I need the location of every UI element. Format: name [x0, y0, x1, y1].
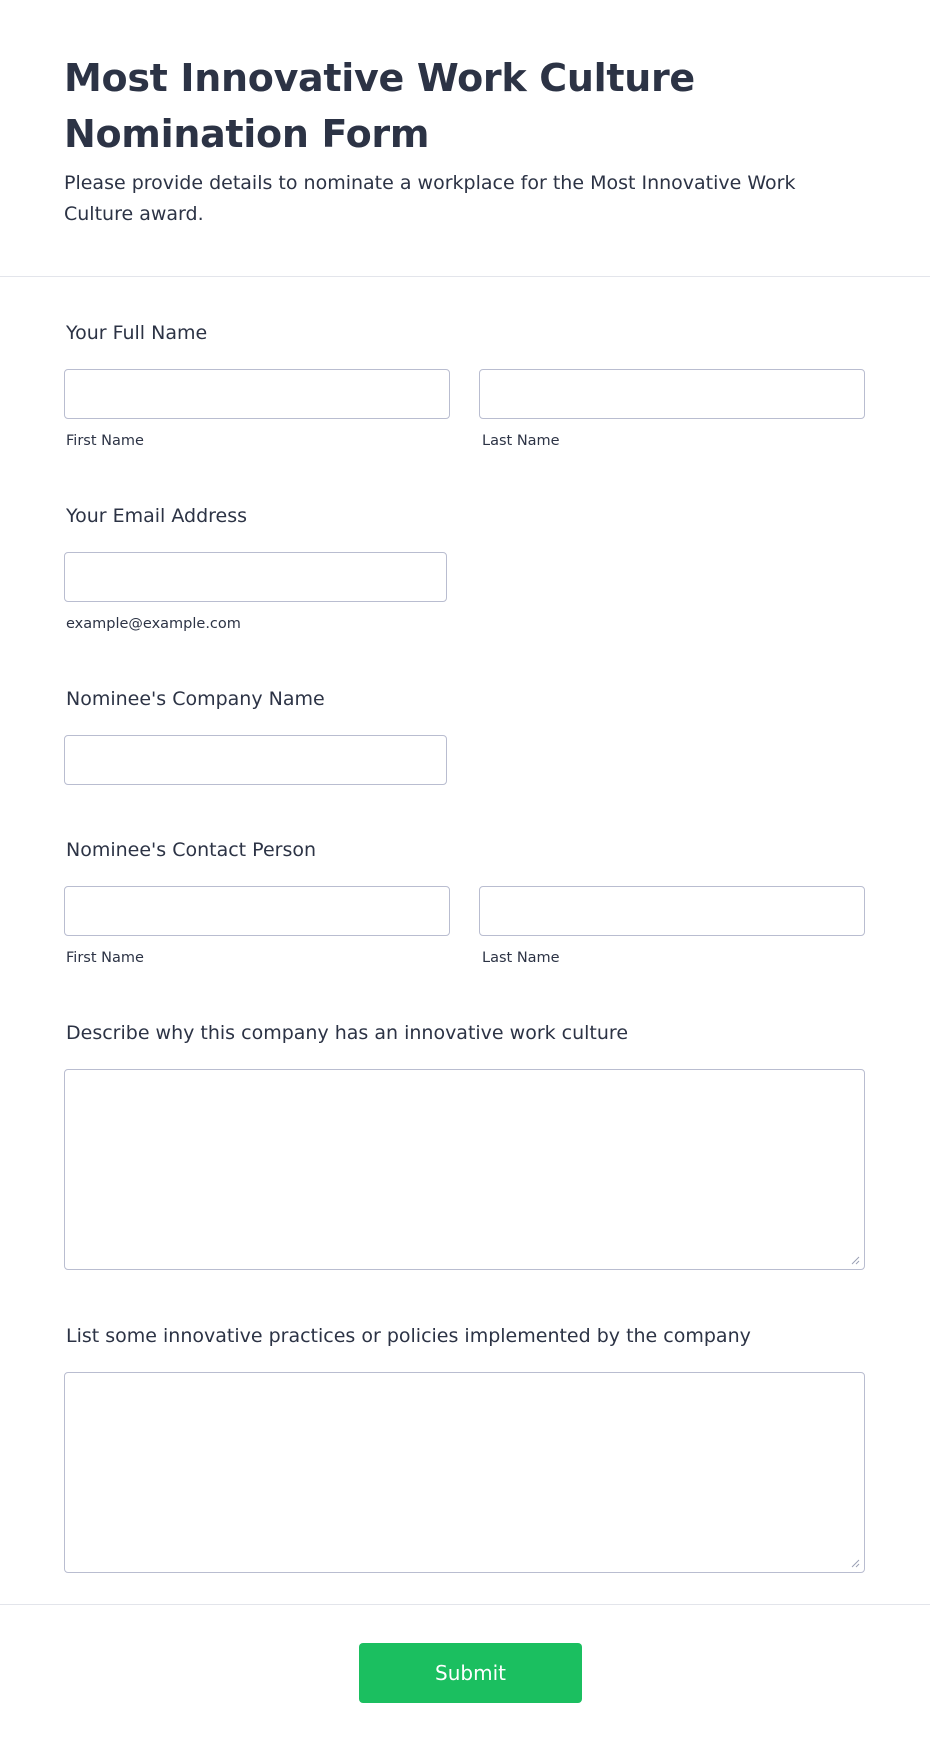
email-input[interactable] — [64, 552, 447, 602]
contact-person-last-input[interactable] — [479, 886, 865, 936]
email-sublabel: example@example.com — [66, 616, 241, 632]
contact-person-last-sublabel: Last Name — [482, 950, 560, 966]
form-body — [0, 277, 930, 1604]
resize-grip-icon[interactable] — [851, 1256, 860, 1265]
form-title: Most Innovative Work Culture Nomination Form — [64, 56, 695, 156]
full-name-first-input[interactable] — [64, 369, 450, 419]
full-name-first-sublabel: First Name — [66, 433, 144, 449]
form-header — [0, 0, 930, 277]
resize-grip-icon[interactable] — [851, 1559, 860, 1568]
form-subtitle: Please provide details to nominate a workplace for the Most Innovative Work Culture award. — [64, 172, 796, 225]
submit-button[interactable]: Submit — [359, 1643, 582, 1703]
company-name-label: Nominee's Company Name — [66, 688, 325, 710]
form-footer — [0, 1604, 930, 1751]
innovative-practices-textarea[interactable] — [64, 1372, 865, 1573]
innovative-practices-label: List some innovative practices or policies implemented by the company — [66, 1325, 751, 1347]
innovation-description-textarea[interactable] — [64, 1069, 865, 1270]
company-name-input[interactable] — [64, 735, 447, 785]
full-name-last-input[interactable] — [479, 369, 865, 419]
contact-person-label: Nominee's Contact Person — [66, 839, 317, 861]
innovation-description-label: Describe why this company has an innovative work culture — [66, 1022, 629, 1044]
full-name-last-sublabel: Last Name — [482, 433, 560, 449]
contact-person-first-sublabel: First Name — [66, 950, 144, 966]
contact-person-first-input[interactable] — [64, 886, 450, 936]
email-label: Your Email Address — [66, 505, 248, 527]
full-name-label: Your Full Name — [66, 322, 208, 344]
